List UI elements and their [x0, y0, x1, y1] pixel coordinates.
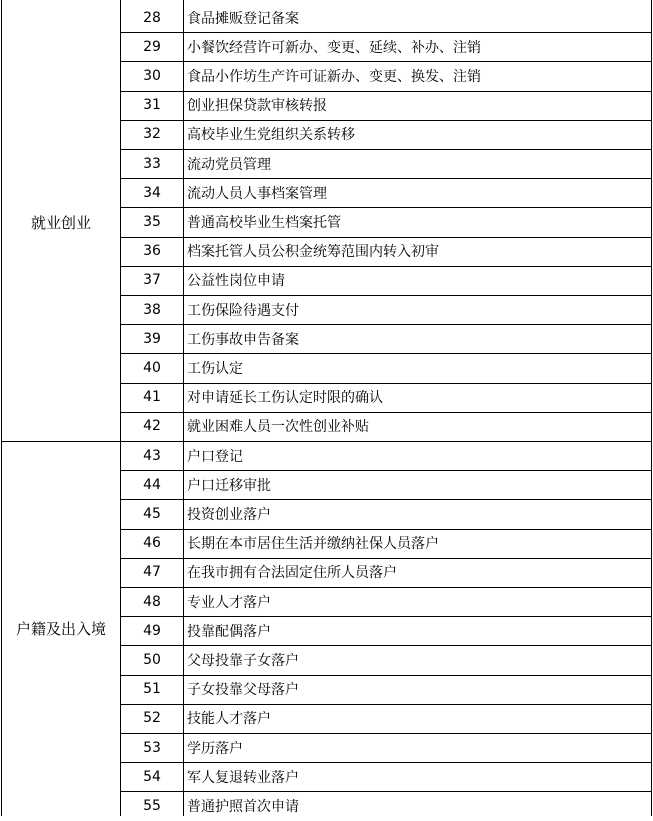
- row-number: 42: [143, 418, 161, 435]
- row-number: 38: [143, 301, 161, 318]
- row-number: 36: [143, 243, 161, 260]
- category-cell: 户籍及出入境: [15, 620, 106, 638]
- row-item: 专业人才落户: [187, 594, 271, 611]
- row-number: 31: [143, 97, 161, 114]
- row-number: 50: [143, 651, 161, 668]
- row-item: 户口登记: [187, 448, 243, 465]
- table-column-border: [183, 0, 184, 816]
- row-number: 52: [143, 710, 161, 727]
- row-number: 51: [143, 681, 161, 698]
- table-row-border: [120, 266, 652, 267]
- row-item: 普通护照首次申请: [187, 798, 299, 815]
- table-row-border: [120, 645, 652, 646]
- row-item: 创业担保贷款审核转报: [187, 98, 327, 115]
- row-number: 35: [143, 213, 161, 230]
- row-item: 长期在本市居住生活并缴纳社保人员落户: [187, 536, 439, 553]
- row-number: 47: [143, 564, 161, 581]
- row-number: 43: [143, 447, 161, 464]
- row-number: 39: [143, 330, 161, 347]
- table-column-border: [1, 0, 2, 816]
- table-row-border: [120, 675, 652, 676]
- table-row-border: [120, 558, 652, 559]
- row-number: 40: [143, 359, 161, 376]
- row-number: 48: [143, 593, 161, 610]
- row-item: 军人复退转业落户: [187, 769, 299, 786]
- category-cell: 就业创业: [30, 213, 91, 232]
- row-item: 户口迁移审批: [187, 477, 271, 494]
- table-row-border: [120, 61, 652, 62]
- row-number: 28: [143, 9, 161, 26]
- table-row-border: [120, 791, 652, 792]
- row-number: 32: [143, 126, 161, 143]
- row-item: 高校毕业生党组织关系转移: [187, 127, 355, 144]
- row-number: 44: [143, 476, 161, 493]
- row-number: 30: [143, 67, 161, 84]
- table-row-border: [120, 383, 652, 384]
- row-item: 档案托管人员公积金统筹范围内转入初审: [187, 244, 439, 261]
- row-number: 33: [143, 155, 161, 172]
- row-item: 就业困难人员一次性创业补贴: [187, 419, 369, 436]
- row-number: 46: [143, 535, 161, 552]
- row-item: 在我市拥有合法固定住所人员落户: [187, 565, 397, 582]
- row-item: 流动人员人事档案管理: [187, 185, 327, 202]
- row-item: 工伤事故申告备案: [187, 331, 299, 348]
- row-number: 49: [143, 622, 161, 639]
- row-number: 45: [143, 505, 161, 522]
- table-row-border: [120, 353, 652, 354]
- row-item: 食品小作坊生产许可证新办、变更、换发、注销: [187, 68, 481, 85]
- table-row-border: [120, 178, 652, 179]
- row-number: 54: [143, 768, 161, 785]
- table-row-border: [120, 237, 652, 238]
- table-row-border: [120, 91, 652, 92]
- table-row-border: [120, 412, 652, 413]
- row-item: 投靠配偶落户: [187, 623, 271, 640]
- table-row-border: [120, 587, 652, 588]
- table-row-border: [120, 762, 652, 763]
- row-item: 子女投靠父母落户: [187, 682, 299, 699]
- table-row-border: [120, 295, 652, 296]
- table-row-border: [120, 733, 652, 734]
- table-column-border: [651, 0, 652, 816]
- table-row-border: [120, 499, 652, 500]
- row-number: 55: [143, 797, 161, 814]
- row-item: 公益性岗位申请: [187, 273, 285, 290]
- row-item: 投资创业落户: [187, 506, 271, 523]
- table-row-border: [120, 32, 652, 33]
- table-row-border: [120, 120, 652, 121]
- table-row-border: [120, 529, 652, 530]
- row-number: 29: [143, 38, 161, 55]
- row-item: 普通高校毕业生档案托管: [187, 214, 341, 231]
- row-number: 37: [143, 272, 161, 289]
- row-item: 食品摊贩登记备案: [187, 10, 299, 27]
- table-row-border: [1, 441, 652, 442]
- row-item: 工伤保险待遇支付: [187, 302, 299, 319]
- table-row-border: [120, 149, 652, 150]
- row-item: 对申请延长工伤认定时限的确认: [187, 390, 383, 407]
- table-row-border: [120, 470, 652, 471]
- row-item: 父母投靠子女落户: [187, 652, 299, 669]
- table-row-border: [120, 324, 652, 325]
- row-item: 小餐饮经营许可新办、变更、延续、补办、注销: [187, 39, 481, 56]
- row-item: 流动党员管理: [187, 156, 271, 173]
- table-column-border: [120, 0, 121, 816]
- row-number: 41: [143, 389, 161, 406]
- row-number: 34: [143, 184, 161, 201]
- table-row-border: [120, 616, 652, 617]
- row-item: 技能人才落户: [187, 711, 271, 728]
- row-item: 工伤认定: [187, 360, 243, 377]
- row-number: 53: [143, 739, 161, 756]
- row-item: 学历落户: [187, 740, 243, 757]
- table-row-border: [120, 207, 652, 208]
- table-row-border: [120, 704, 652, 705]
